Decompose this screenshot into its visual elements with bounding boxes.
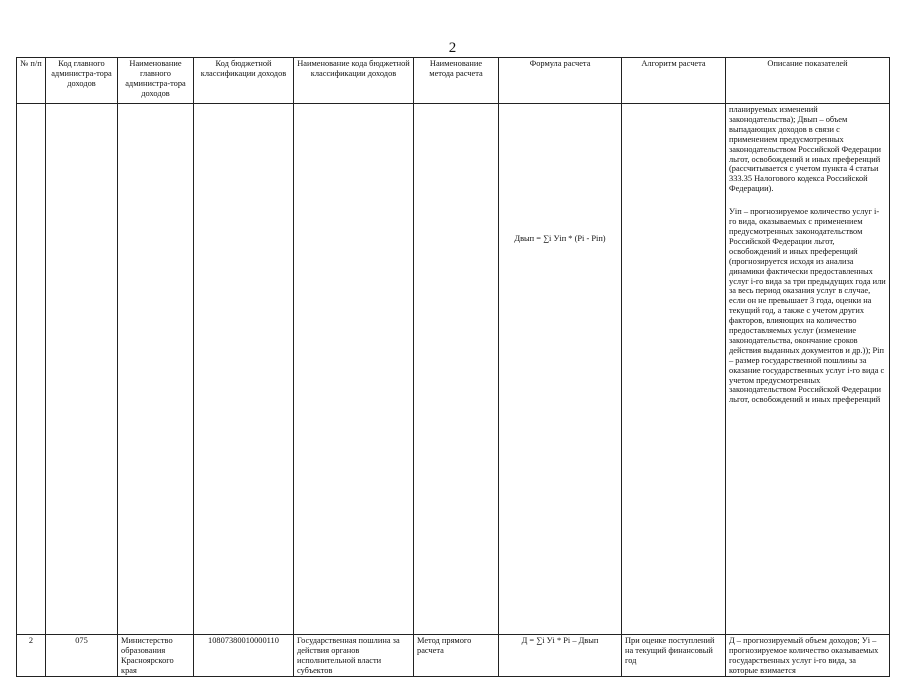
page-number: 2 bbox=[448, 40, 457, 56]
kbk-name: Государственная пошлина за действия органов исполнительной власти субъектов bbox=[294, 635, 414, 677]
revenue-methodology-table bbox=[16, 57, 890, 677]
cell-empty bbox=[622, 104, 726, 635]
header-description: Описание показателей bbox=[726, 58, 890, 104]
header-formula: Формула расчета bbox=[499, 58, 622, 104]
description-cell bbox=[726, 104, 890, 635]
kbk-code: 10807380010000110 bbox=[194, 635, 294, 677]
method-name: Метод прямого расчета bbox=[414, 635, 499, 677]
document-table-wrapper bbox=[16, 57, 890, 677]
cell-empty bbox=[46, 104, 118, 635]
description-part-1: планируемых изменений законодательства); Двып – объем выпадающих доходов в связи с применением предусмотренных законодательством Российской Федерации льгот, освобождений и иных преференций (рассчитывается с учетом пункта 4 статьи 333.35 Налогового кодекса Российской Федерации). bbox=[729, 105, 882, 194]
row-number: 2 bbox=[17, 635, 46, 677]
cell-empty bbox=[294, 104, 414, 635]
header-admin-name: Наименование главного администра-тора доходов bbox=[118, 58, 194, 104]
header-method: Наименование метода расчета bbox=[414, 58, 499, 104]
header-algorithm: Алгоритм расчета bbox=[622, 58, 726, 104]
algorithm-cell: При оценке поступлений на текущий финансовый год bbox=[622, 635, 726, 677]
header-kbk: Код бюджетной классификации доходов bbox=[194, 58, 294, 104]
header-num: № п/п bbox=[17, 58, 46, 104]
formula-cell: Д = ∑i Уi * Рi – Двып bbox=[499, 635, 622, 677]
table-row bbox=[17, 104, 890, 635]
table-row bbox=[17, 635, 890, 677]
cell-empty bbox=[414, 104, 499, 635]
description-cell: Д – прогнозируемый объем доходов; Уi – прогнозируемое количество оказываемых государственных услуг i-го вида, за которые взимается bbox=[726, 635, 890, 677]
cell-empty bbox=[17, 104, 46, 635]
admin-code: 075 bbox=[46, 635, 118, 677]
formula-cell: Двып = ∑i Уiп * (Рi - Рiп) bbox=[499, 104, 622, 635]
admin-name: Министерство образования Красноярского края bbox=[118, 635, 194, 677]
header-admin-code: Код главного администра-тора доходов bbox=[46, 58, 118, 104]
description-part-2: Уiп – прогнозируемое количество услуг i-го вида, оказываемых с применением предусмотренных законодательством Российской Федерации льгот, освобождений и иных преференций (прогнозируется исходя из анализа динамики фактически предоставленных услуг i-го вида за три предыдущих года или за весь период оказания услуг в случае, если он не превышает 3 года, оценки на текущий год, а также с учетом других факторов, влияющих на количество предоставляемых услуг (изменение законодательства, окончание сроков действия выданных документов и др.)); Рiп – размер государственной пошлины за оказание государственных услуг i-го вида с учетом предусмотренных законодательством Российской Федерации льгот, освобождений и иных преференций bbox=[729, 207, 886, 405]
cell-empty bbox=[118, 104, 194, 635]
header-row bbox=[17, 58, 890, 104]
header-kbk-name: Наименование кода бюджетной классификации доходов bbox=[294, 58, 414, 104]
cell-empty bbox=[194, 104, 294, 635]
